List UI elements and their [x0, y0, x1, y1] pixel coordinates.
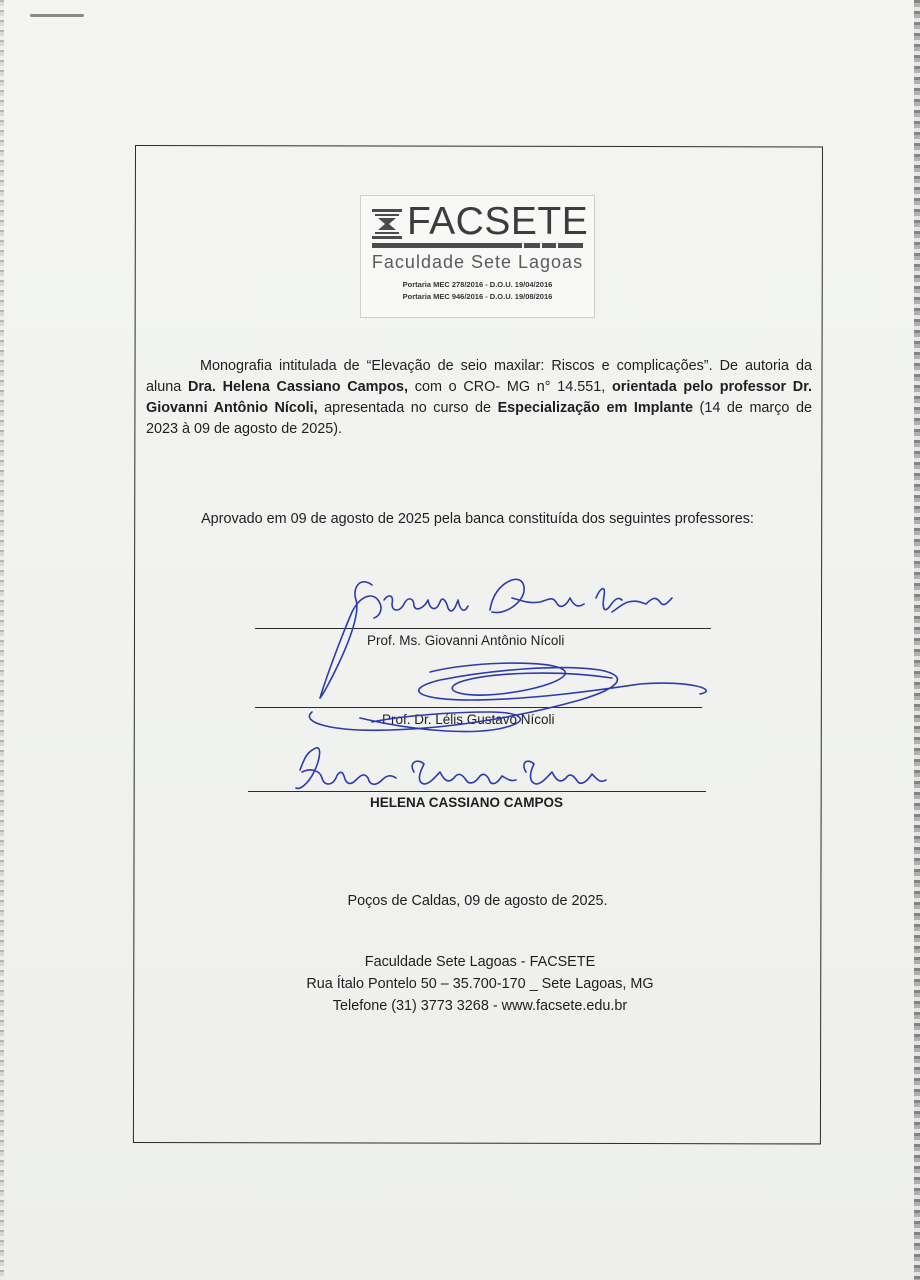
- advisor-name: orientada pelo professor Dr. Giovanni Antônio Nícoli,: [146, 379, 812, 416]
- logo-portaria-1: Portaria MEC 278/2016 - D.O.U. 19/04/2016: [402, 280, 553, 289]
- signature-label-3: HELENA CASSIANO CAMPOS: [370, 795, 564, 810]
- paper-right-edge: [914, 0, 920, 1280]
- paragraph-text-3: apresentada no curso de: [317, 400, 498, 416]
- paper-left-edge: [0, 0, 4, 1280]
- signature-line-1: [255, 628, 711, 629]
- logo-divider: [372, 243, 583, 248]
- signature-line-3: [248, 791, 706, 792]
- facsete-emblem-icon: [372, 209, 402, 239]
- pencil-mark: [30, 14, 84, 17]
- logo-portaria-2: Portaria MEC 946/2016 - D.O.U. 19/08/2016: [402, 292, 553, 301]
- footer-contact: Telefone (31) 3773 3268 - www.facsete.edu.br: [332, 998, 628, 1014]
- place-date: Poços de Caldas, 09 de agosto de 2025.: [347, 893, 608, 909]
- monograph-paragraph: [146, 356, 812, 440]
- approval-text: Aprovado em 09 de agosto de 2025 pela banca constituída dos seguintes professores:: [201, 511, 754, 527]
- course-name: Especialização em Implante: [497, 400, 694, 416]
- paragraph-text-4: (14 de março de 2023 à 09 de agosto de 2025).: [146, 400, 812, 437]
- student-name: Dra. Helena Cassiano Campos,: [187, 379, 409, 395]
- paragraph-text-1: Monografia intitulada de “Elevação de seio maxilar: Riscos e complicações”. De autoria da aluna: [146, 358, 812, 395]
- logo-name: FACSETE: [407, 200, 589, 243]
- signature-line-2: [255, 707, 702, 708]
- footer-address: Rua Ítalo Pontelo 50 – 35.700-170 _ Sete Lagoas, MG: [306, 976, 654, 992]
- facsete-logo: [360, 195, 595, 318]
- footer-institution: Faculdade Sete Lagoas - FACSETE: [364, 954, 596, 970]
- logo-subtitle: Faculdade Sete Lagoas: [371, 252, 584, 272]
- signature-label-2: Prof. Dr. Lélis Gustavo Nícoli: [382, 712, 555, 727]
- paragraph-text-2: com o CRO- MG n° 14.551,: [408, 379, 612, 395]
- signature-label-1: Prof. Ms. Giovanni Antônio Nícoli: [367, 633, 565, 648]
